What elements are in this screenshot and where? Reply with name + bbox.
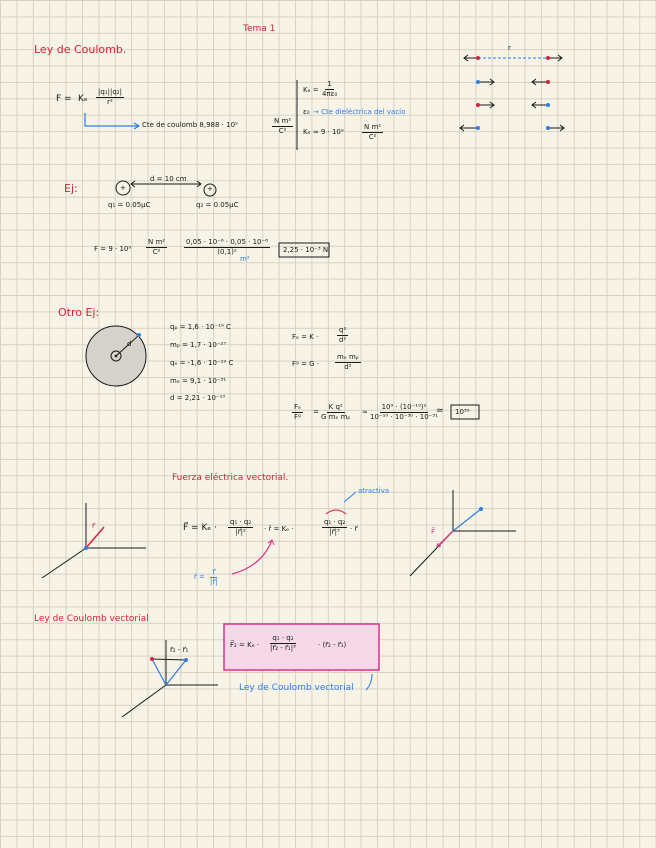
vec-eq-lhs: F⃗ = Kₑ · [183,523,217,533]
force-num: |q₁||q₂| [98,88,122,96]
fe-lhs: Fₑ = K · [292,333,319,341]
calc-lhs: F = 9 · 10⁹ [94,245,132,253]
calc-den: (0,1)² [217,248,237,256]
ratio-approx [370,403,438,422]
calc-result: 2,25 · 10⁻³ N [283,246,329,254]
example1-charges [116,181,216,196]
vec-eq-num2: q₁ · q₂ [324,518,346,526]
unit-vec-num: r⃗ [212,568,216,576]
page-title: Tema 1 [243,24,276,34]
fg-lhs: Fᵍ = G · [292,360,320,368]
section3-vec-label: r⃗₂ - r⃗₁ [170,646,189,654]
atom-diagram [86,326,146,386]
section1-title: Ley de Coulomb. [34,43,127,56]
attractive-arc [326,510,346,514]
vec-eq-mid: · r̂ = Kₑ · [264,525,294,533]
vec-eq-fraction1 [228,518,253,537]
section2-title: Fuerza eléctrica vectorial. [172,473,289,483]
eps-note: → Cte dieléctrica del vacío [313,108,406,116]
ke-approx: Kₑ ≈ 9 · 10⁹ [303,128,344,136]
constant-note: Cte de coulomb 8,988 · 10⁹ [142,121,238,129]
constant-units-num: N m² [274,117,292,125]
q1-label: q₁ = 0.05μC [108,201,151,209]
caption-arrow [366,674,372,690]
coulomb-vec-end: · (r⃗₂ - r⃗₁) [318,641,347,649]
coulomb-vec-caption: Ley de Coulomb vectorial [239,683,354,693]
calc-units [146,238,167,257]
unit-vec-fraction [210,568,218,587]
value-mp: mₚ = 1,7 · 10⁻²⁷ [170,341,227,349]
value-qe: qₑ = -1,6 · 10⁻¹⁹ C [170,359,234,367]
example1-label: Ej: [64,182,78,195]
force-den: r² [107,98,113,106]
left-vec-label: r⃗ [92,522,95,530]
vec-eq-end: · r⃗ [350,525,358,533]
force-lhs: F = [56,94,72,104]
fg-fraction [335,353,361,372]
constant-units-den: C² [278,127,287,135]
fg-num: mₑ mₚ [337,353,359,361]
vec-eq-fraction2 [322,518,347,537]
ratio-mid-num: K q² [328,403,343,411]
vec-eq-num1: q₁ · q₂ [230,518,252,526]
approx-sign-2: ≃ [436,406,444,416]
constant-units [272,117,293,136]
force-fraction [96,88,124,107]
attractive-note: atractiva [358,487,390,495]
vec-eq-den2: |r⃗|³ [329,528,340,536]
coulomb-vec-lhs: F⃗₂ = Kₑ · [230,641,260,649]
ratio-mid-den: G mₑ mₚ [321,413,351,421]
eps-symbol: ε₀ [303,108,310,116]
unit-vector-arrow [232,540,272,574]
distance-label: d = 10 cm [150,175,187,183]
ratio-approx-den: 10⁻¹⁰ · 10⁻³⁰ · 10⁻³¹ [370,413,438,421]
calc-units-num: N m² [148,238,166,246]
coulomb-vec-fraction [270,634,296,653]
calc-den-unit: m² [240,255,250,263]
equals-sign: = [313,408,319,416]
approx-sign: ≈ [362,408,368,416]
example2-label: Otro Ej: [58,306,100,319]
right-vec-label: F⃗ [431,528,436,536]
coulomb-vec-den: |r⃗₂ - r⃗₁|³ [270,644,296,652]
axes-left [42,503,146,578]
ratio-lhs-den: Fᵍ [294,413,301,421]
q1-sign: + [120,184,126,192]
attractive-arrow [344,492,356,502]
fe-den: d² [339,336,347,344]
ratio-approx-num: 10⁹ · (10⁻¹⁹)² [381,403,427,411]
ratio-mid [321,403,350,422]
ke-approx-units [362,123,383,142]
ke-def-num: 1 [327,80,332,88]
axes-right [410,490,516,576]
calc-num: 0,05 · 10⁻⁶ · 0,05 · 10⁻⁶ [186,238,269,246]
ke-approx-units-num: N m² [364,123,382,131]
section3-title: Ley de Coulomb vectorial [34,614,149,624]
unit-vec-den: |r⃗| [210,578,218,586]
value-d: d = 2,21 · 10⁻¹⁰ [170,394,226,402]
charges-diagram [460,55,564,131]
q2-label: q₂ = 0.05μC [196,201,239,209]
diagram-r-label: r [508,44,511,52]
fe-fraction [337,326,348,345]
vec-eq-den1: |r⃗|² [235,528,246,536]
unit-vec-lhs: r̂ = [194,573,205,581]
ratio-lhs-num: Fₑ [294,403,301,411]
value-qp: qₚ = 1,6 · 10⁻¹⁹ C [170,323,231,331]
ke-approx-units-den: C² [368,133,377,141]
calc-fraction [184,238,270,257]
q2-sign: + [207,185,213,193]
fe-num: q² [339,326,347,334]
coulomb-vec-num: q₁ · q₂ [272,634,294,642]
ratio-result: 10³⁹ [455,408,470,416]
ke-def-fraction [322,80,337,99]
fg-den: d² [344,363,352,371]
ke-def-den: 4πε₀ [322,90,338,98]
ke-def-lhs: Kₑ = [303,86,319,94]
radius-label: d [127,340,132,348]
ke-symbol: Kₑ [78,94,88,104]
value-me: mₑ = 9,1 · 10⁻³¹ [170,377,227,385]
ratio-lhs [292,403,303,422]
calc-units-den: C² [152,248,161,256]
constant-arrow [85,113,139,129]
